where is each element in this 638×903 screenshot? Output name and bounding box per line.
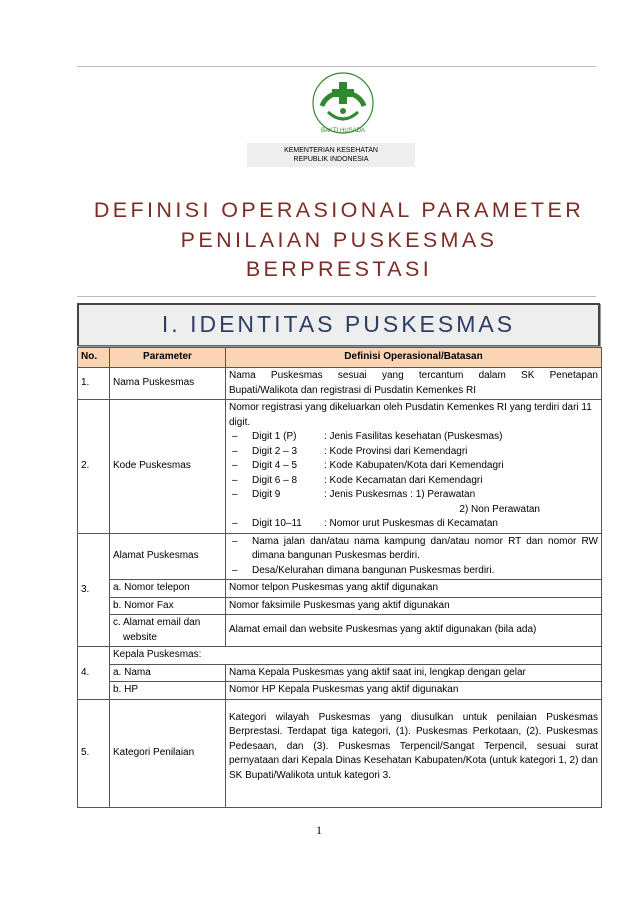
table-row [78, 597, 602, 615]
ministry-line-1: KEMENTERIAN KESEHATAN [284, 147, 378, 154]
document-title-line-2: PENILAIAN PUSKESMAS [180, 227, 498, 252]
table-header-row [78, 348, 602, 368]
definition-intro: Nomor registrasi yang dikeluarkan oleh Pusdatin Kemenkes RI yang terdiri dari 11 digit. [229, 402, 592, 428]
row-definition: Alamat email dan website Puskesmas yang aktif digunakan (bila ada) [226, 615, 602, 647]
dash-bullet-icon: – [232, 445, 238, 457]
table-row [78, 533, 602, 580]
digit-9-option-2: 2) Non Perawatan [459, 503, 540, 515]
dash-bullet-icon: – [232, 564, 238, 576]
row-definition [226, 533, 602, 580]
dash-bullet-icon: – [232, 474, 238, 486]
digit-description: : Kode Provinsi dari Kemendagri [324, 445, 468, 457]
digit-item [229, 474, 598, 489]
definition-line: Bupati/Walikota dan registrasi di Pusdatin Kemenkes RI [229, 384, 476, 396]
digit-description: : Jenis Puskesmas : 1) Perawatan [324, 489, 476, 500]
address-item [229, 535, 598, 564]
address-description: Nama jalan dan/atau nama kampung dan/atau nomor RT dan nomor RW dimana bangunan Puskesmas berdiri. [252, 535, 598, 561]
table-row [78, 580, 602, 598]
digit-description: : Jenis Fasilitas kesehatan (Puskesmas) [324, 431, 503, 442]
row-definition [226, 400, 602, 534]
section-header [77, 303, 600, 346]
row-definition: Nomor HP Kepala Puskesmas yang aktif digunakan [226, 682, 602, 700]
ministry-line-2: REPUBLIK INDONESIA [293, 156, 369, 163]
row-number: 1. [78, 368, 110, 400]
row-number: 2. [78, 400, 110, 534]
svg-text:BAKTI HUSADA: BAKTI HUSADA [320, 128, 366, 134]
digit-code: Digit 9 [252, 489, 281, 500]
header-no: No. [78, 348, 110, 368]
table-row [78, 647, 602, 665]
top-divider [77, 66, 596, 67]
section-title: I. IDENTITAS PUSKESMAS [161, 311, 516, 337]
row-definition: Nama Kepala Puskesmas yang aktif saat ini, lengkap dengan gelar [226, 664, 602, 682]
document-title [60, 196, 618, 285]
title-divider [77, 296, 596, 297]
row-definition [226, 368, 602, 400]
row-definition [226, 699, 602, 807]
parameter-table [77, 347, 602, 808]
header-parameter: Parameter [110, 348, 226, 368]
digit-description: : Kode Kecamatan dari Kemendagri [324, 474, 483, 486]
row-definition: Nomor telpon Puskesmas yang aktif digunakan [226, 580, 602, 598]
row-parameter: Kode Puskesmas [110, 400, 226, 534]
digit-code: Digit 2 – 3 [252, 445, 298, 457]
definition-line: Nama Puskesmas sesuai yang tercantum dalam SK Penetapan [229, 370, 598, 381]
table-row [78, 682, 602, 700]
row-parameter: Kategori Penilaian [110, 699, 226, 807]
row-number: 4. [78, 647, 110, 700]
row-parameter: a. Nama [110, 664, 226, 682]
dash-bullet-icon: – [232, 489, 238, 500]
digit-item [229, 517, 598, 532]
digit-item [229, 445, 598, 460]
address-item [229, 564, 598, 579]
digit-code: Digit 10–11 [252, 518, 302, 529]
dash-bullet-icon: – [232, 460, 238, 471]
address-description: Desa/Kelurahan dimana bangunan Puskesmas berdiri. [252, 564, 495, 576]
header-definition: Definisi Operasional/Batasan [226, 348, 602, 368]
document-title-line-1: DEFINISI OPERASIONAL PARAMETER [93, 198, 585, 222]
row-number: 5. [78, 699, 110, 807]
digit-code: Digit 1 (P) [252, 431, 297, 442]
definition-paragraph: Kategori wilayah Puskesmas yang diusulkan untuk penilaian Puskesmas Berprestasi. Terdapat tiga kategori, (1). Puskesmas Perkotaan, (2). Puskesmas Pedesaan, dan (3). Puskesmas Terpencil/Sangat Terpencil, sesuai surat pernyataan dari Kepala Dinas Kesehatan Kabupaten/Kota (untuk kategori 1, 2) dan SK Bupati/Walikota untuk kategori 3. [229, 711, 598, 781]
row-parameter: b. HP [110, 682, 226, 700]
table-row [78, 615, 602, 647]
document-title-line-3: BERPRESTASI [245, 257, 433, 281]
digit-item [229, 488, 598, 503]
bakti-husada-logo-icon [308, 68, 378, 138]
digit-item [229, 430, 598, 445]
row-parameter: a. Nomor telepon [110, 580, 226, 598]
digit-code: Digit 6 – 8 [252, 474, 298, 486]
digit-item [229, 459, 598, 474]
table-row [78, 699, 602, 807]
table-row [78, 400, 602, 534]
page-number: 1 [316, 823, 322, 837]
email-label: c. Alamat email dan website [113, 617, 201, 643]
table-row [78, 368, 602, 400]
row-definition: Nomor faksimile Puskesmas yang aktif digunakan [226, 597, 602, 615]
row-parameter: b. Nomor Fax [110, 597, 226, 615]
digit-code: Digit 4 – 5 [252, 460, 298, 471]
dash-bullet-icon: – [232, 535, 238, 547]
row-parameter: Alamat Puskesmas [110, 533, 226, 580]
digit-description: : Kode Kabupaten/Kota dari Kemendagri [324, 460, 504, 471]
row-parameter: Nama Puskesmas [110, 368, 226, 400]
row-heading: Kepala Puskesmas: [110, 647, 602, 665]
dash-bullet-icon: – [232, 431, 238, 442]
dash-bullet-icon: – [232, 518, 238, 529]
digit-description: : Nomor urut Puskesmas di Kecamatan [324, 518, 498, 529]
ministry-label [247, 143, 415, 167]
row-number: 3. [78, 533, 110, 647]
table-row [78, 664, 602, 682]
row-parameter [110, 615, 226, 647]
